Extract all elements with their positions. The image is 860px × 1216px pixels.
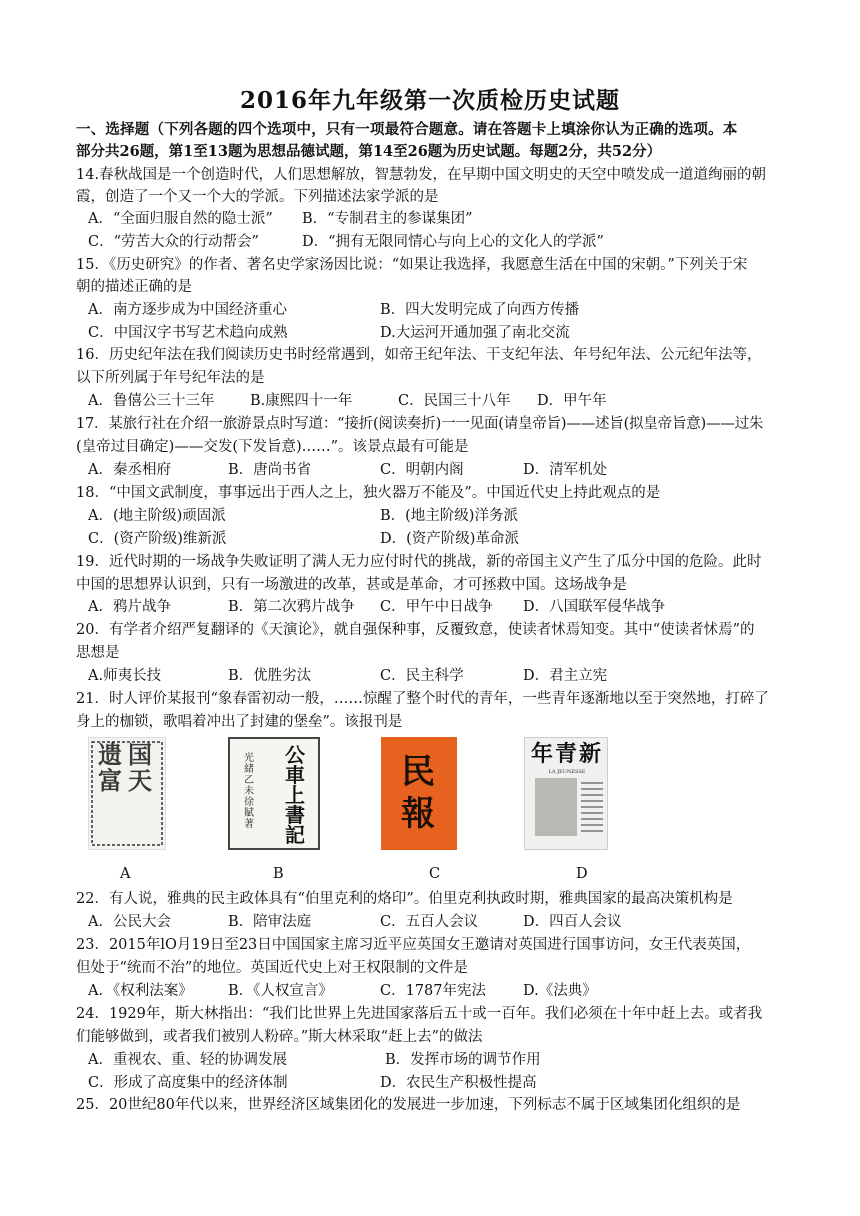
q18-option-d: D．(资产阶级)革命派 xyxy=(380,531,519,547)
q15-option-c: C．中国汉字书写艺术趋向成熟 xyxy=(88,325,288,341)
q21-image-label-a: A xyxy=(120,866,131,882)
image-b-title: 公車上書記 xyxy=(285,743,305,847)
q24-option-b: B．发挥市场的调节作用 xyxy=(385,1052,541,1068)
q20-option-d: D．君主立宪 xyxy=(523,668,608,684)
q19-option-a: A．鸦片战争 xyxy=(88,599,171,615)
q17-option-c: C．明朝内阁 xyxy=(380,462,464,478)
q14-stem-line-2: 霞，创造了一个又一个大的学派。下列描述法家学派的是 xyxy=(76,189,439,205)
q25-stem-line-1: 25．20世纪80年代以来，世界经济区域集团化的发展进一步加速，下列标志不属于区域集团化组织的是 xyxy=(76,1097,741,1113)
q21-stem-line-2: 身上的枷锁，歌唱着冲出了封建的堡垒”。该报刊是 xyxy=(76,714,403,730)
image-c-title: 民報 xyxy=(401,752,435,834)
q18-option-a: A．(地主阶级)顽固派 xyxy=(88,508,226,524)
q21-image-label-d: D xyxy=(576,866,588,882)
q24-option-d: D．农民生产积极性提高 xyxy=(380,1075,537,1091)
q18-stem-line-1: 18．“中国文武制度，事事远出于西人之上，独火器万不能及”。中国近代史上持此观点的是 xyxy=(76,485,661,501)
q17-stem-line-2: (皇帝过目确定)——交发(下发旨意)……”。该景点最有可能是 xyxy=(76,439,469,455)
image-b-side-inscription: 光緒乙未徐賦著 xyxy=(244,753,254,830)
q17-option-a: A．秦丞相府 xyxy=(88,462,171,478)
seal-script-characters: 遗国富天 xyxy=(98,740,158,795)
q16-option-a: A．鲁僖公三十三年 xyxy=(88,393,215,409)
image-d-title: 年青新 xyxy=(530,741,603,767)
q14-option-a: A．“全面归服自然的隐士派” xyxy=(88,211,273,227)
q17-stem-line-1: 17．某旅行社在介绍一旅游景点时写道：“接折(阅读奏折)一一见面(请皇帝旨)——述旨(拟皇帝旨意)——过朱 xyxy=(76,416,764,432)
q21-image-label-b: B xyxy=(273,866,284,882)
q19-stem-line-2: 中国的思想界认识到，只有一场激进的改革，甚或是革命，才可拯救中国。这场战争是 xyxy=(76,577,627,593)
q20-option-a: A.师夷长技 xyxy=(88,668,162,684)
q15-stem-line-2: 朝的描述正确的是 xyxy=(76,279,192,295)
q20-stem-line-1: 20．有学者介绍严复翻译的《天演论》，就自强保种事，反覆致意，使读者怵焉知变。其中“使读者怵焉”的 xyxy=(76,622,755,638)
q15-option-d: D.大运河开通加强了南北交流 xyxy=(380,325,570,341)
q16-option-b: B.康熙四十一年 xyxy=(250,393,353,409)
q21-image-a-seal-script xyxy=(88,737,166,850)
image-d-cover-text xyxy=(581,782,603,836)
q19-option-d: D．八国联军侵华战争 xyxy=(523,599,666,615)
q20-stem-line-2: 思想是 xyxy=(76,645,120,661)
q23-option-a: A．《权利法案》 xyxy=(88,983,193,999)
q20-option-c: C．民主科学 xyxy=(380,668,464,684)
q23-option-b: B．《人权宣言》 xyxy=(228,983,333,999)
q14-option-d: D．“拥有无限同情心与向上心的文化人的学派” xyxy=(302,234,604,250)
q19-option-c: C．甲午中日战争 xyxy=(380,599,493,615)
q14-option-c: C．“劳苦大众的行动帮会” xyxy=(88,234,259,250)
q22-option-a: A．公民大会 xyxy=(88,914,171,930)
q16-stem-line-1: 16．历史纪年法在我们阅读历史书时经常遇到，如帝王纪年法、干支纪年法、年号纪年法、公元纪年法等， xyxy=(76,347,762,363)
section-heading-line-2: 部分共26题，第1至13题为思想品德试题，第14至26题为历史试题。每题2分，共52分） xyxy=(76,143,662,160)
q22-stem-line-1: 22．有人说，雅典的民主政体具有“伯里克利的烙印”。伯里克利执政时期，雅典国家的最高决策机构是 xyxy=(76,891,733,907)
q14-option-b: B．“专制君主的参谋集团” xyxy=(302,211,473,227)
q18-option-c: C．(资产阶级)维新派 xyxy=(88,531,227,547)
q19-option-b: B．第二次鸦片战争 xyxy=(228,599,355,615)
q22-option-d: D．四百人会议 xyxy=(523,914,622,930)
q16-option-c: C．民国三十八年 xyxy=(398,393,511,409)
q15-option-a: A．南方逐步成为中国经济重心 xyxy=(88,302,287,318)
q14-stem-line-1: 14.春秋战国是一个创造时代，人们思想解放，智慧勃发，在早期中国文明史的天空中喷发成一道道绚丽的朝 xyxy=(76,167,767,183)
q21-image-b-gongche-shangshu xyxy=(228,737,320,850)
q17-option-d: D．清军机处 xyxy=(523,462,608,478)
q21-image-c-minbao xyxy=(381,737,457,850)
image-d-cover-figure xyxy=(535,778,577,836)
q21-stem-line-1: 21．时人评价某报刊“象春雷初动一般，……惊醒了整个时代的青年，一些青年逐渐地以至于突然地，打碎了 xyxy=(76,691,769,707)
q17-option-b: B．唐尚书省 xyxy=(228,462,312,478)
q22-option-c: C．五百人会议 xyxy=(380,914,479,930)
q19-stem-line-1: 19．近代时期的一场战争失败证明了满人无力应付时代的挑战，新的帝国主义产生了瓜分中国的危险。此时 xyxy=(76,554,762,570)
q22-option-b: B．陪审法庭 xyxy=(228,914,312,930)
q23-option-c: C．1787年宪法 xyxy=(380,983,486,999)
q16-stem-line-2: 以下所列属于年号纪年法的是 xyxy=(76,370,265,386)
q23-stem-line-1: 23．2015年lO月19日至23日中国国家主席习近平应英国女王邀请对英国进行国事访问，女王代表英国， xyxy=(76,937,751,953)
q15-option-b: B．四大发明完成了向西方传播 xyxy=(380,302,580,318)
q20-option-b: B．优胜劣汰 xyxy=(228,668,312,684)
q23-option-d: D.《法典》 xyxy=(523,983,597,999)
q21-image-d-xinqingnian xyxy=(524,737,608,850)
section-heading-line-1: 一、选择题（下列各题的四个选项中，只有一项最符合题意。请在答题卡上填涂你认为正确的选项。本 xyxy=(76,121,738,138)
q24-option-c: C．形成了高度集中的经济体制 xyxy=(88,1075,288,1091)
q23-stem-line-2: 但处于“统而不治”的地位。英国近代史上对王权限制的文件是 xyxy=(76,960,468,976)
page-title: 2016年九年级第一次质检历史试题 xyxy=(239,87,620,114)
q18-option-b: B．(地主阶级)洋务派 xyxy=(380,508,518,524)
q24-stem-line-2: 们能够做到，或者我们被别人粉碎。”斯大林采取“赶上去”的做法 xyxy=(76,1029,483,1045)
q16-option-d: D．甲午年 xyxy=(537,393,607,409)
q15-stem-line-1: 15．《历史研究》的作者、著名史学家汤因比说：“如果让我选择，我愿意生活在中国的宋朝。”下列关于宋 xyxy=(76,257,748,273)
q24-stem-line-1: 24．1929年，斯大林指出：“我们比世界上先进国家落后五十或一百年。我们必须在十年中赶上去。或者我 xyxy=(76,1006,763,1022)
q24-option-a: A．重视农、重、轻的协调发展 xyxy=(88,1052,287,1068)
q21-image-label-c: C xyxy=(429,866,441,882)
image-d-subtitle: LA JEUNESSE xyxy=(548,769,586,775)
